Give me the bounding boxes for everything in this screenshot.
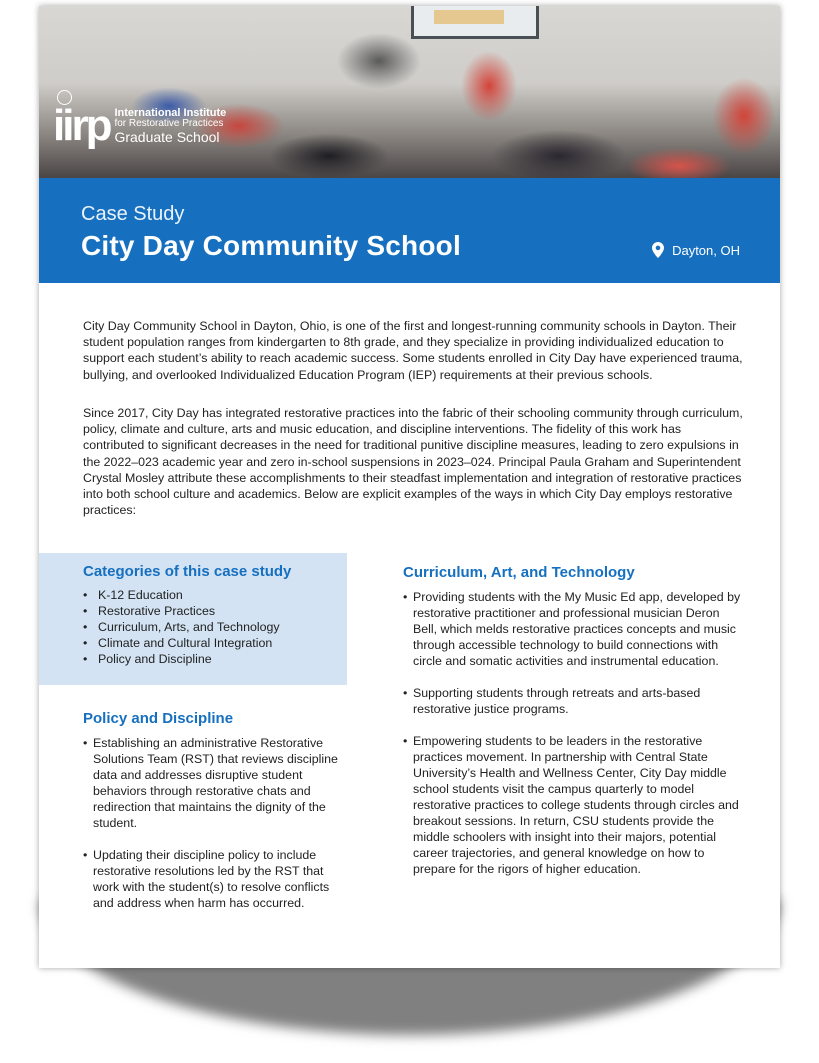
iirp-logo-text: [114, 108, 226, 144]
globe-icon: [57, 90, 72, 105]
intro-paragraph-2: Since 2017, City Day has integrated restorative practices into the fabric of their schooling community through curriculum, policy, climate and culture, arts and music education, and discipline interventions. The fidelity of this work has contributed to significant decreases in the need for traditional punitive discipline measures, leading to zero expulsions in the 2022–023 academic year and zero in-school suspensions in 2023–024. Principal Paula Graham and Superintendent Crystal Mosley attribute these accomplishments to their steadfast implementation and integration of restorative practices into both school culture and academics. Below are explicit examples of the ways in which City Day employs restorative practices:: [83, 406, 743, 518]
logo-line-3: Graduate School: [114, 129, 220, 145]
curriculum-bullets: [403, 589, 743, 893]
category-item: • Curriculum, Arts, and Technology: [83, 619, 280, 635]
categories-list: [83, 587, 280, 667]
curriculum-heading: Curriculum, Art, and Technology: [403, 564, 635, 581]
location-label: Dayton, OH: [672, 242, 740, 258]
curriculum-bullet: • Supporting students through retreats and arts-based restorative justice programs.: [403, 685, 743, 717]
page-title: City Day Community School: [81, 230, 461, 261]
categories-heading: Categories of this case study: [83, 563, 292, 580]
curriculum-bullet: • Providing students with the My Music Ed app, developed by restorative practitioner and professional musician Deron Bell, which melds restorative practices concepts and music through accessible technology to build connections with circle and somatic activities and instrumental education.: [403, 589, 743, 669]
intro-paragraph-1: City Day Community School in Dayton, Ohio, is one of the first and longest-running community schools in Dayton. Their student population ranges from kindergarten to 8th grade, and they specialize in providing individualized education to support each student’s ability to reach academic success. Some students enrolled in City Day have experienced trauma, bullying, and overlooked Individualized Education Program (IEP) requirements at their previous schools.: [83, 319, 743, 382]
iirp-logo: [53, 101, 227, 150]
projector-screen: [411, 6, 539, 39]
policy-bullets: [83, 735, 351, 927]
location: [652, 242, 740, 258]
logo-line-1: International Institute: [114, 107, 227, 119]
case-study-page: [39, 6, 780, 968]
policy-bullet: • Updating their discipline policy to include restorative resolutions led by the RST that work with the student(s) to resolve conflicts and address when harm has occurred.: [83, 847, 351, 911]
title-banner: [39, 178, 780, 283]
category-item: • Climate and Cultural Integration: [83, 635, 280, 651]
policy-heading: Policy and Discipline: [83, 710, 234, 727]
logo-line-2: for Restorative Practices: [114, 118, 224, 129]
map-pin-icon: [652, 242, 664, 258]
category-item: • Restorative Practices: [83, 603, 280, 619]
document-kicker: Case Study: [81, 203, 185, 225]
categories-box: [39, 553, 347, 685]
iirp-logo-mark: iirp: [53, 104, 109, 148]
policy-bullet: • Establishing an administrative Restorative Solutions Team (RST) that reviews discipline data and addresses disruptive student behaviors through restorative chats and redirection that maintains the dignity of the student.: [83, 735, 351, 831]
category-item: • Policy and Discipline: [83, 651, 280, 667]
curriculum-bullet: • Empowering students to be leaders in the restorative practices movement. In partnership with Central State University’s Health and Wellness Center, City Day middle school students visit the campus quarterly to model restorative practices to college students through circles and breakout sessions. In return, CSU students provide the middle schoolers with insight into their majors, potential career trajectories, and general knowledge on how to prepare for the rigors of higher education.: [403, 733, 743, 877]
category-item: • K-12 Education: [83, 587, 280, 603]
hero-photo: [39, 6, 780, 178]
